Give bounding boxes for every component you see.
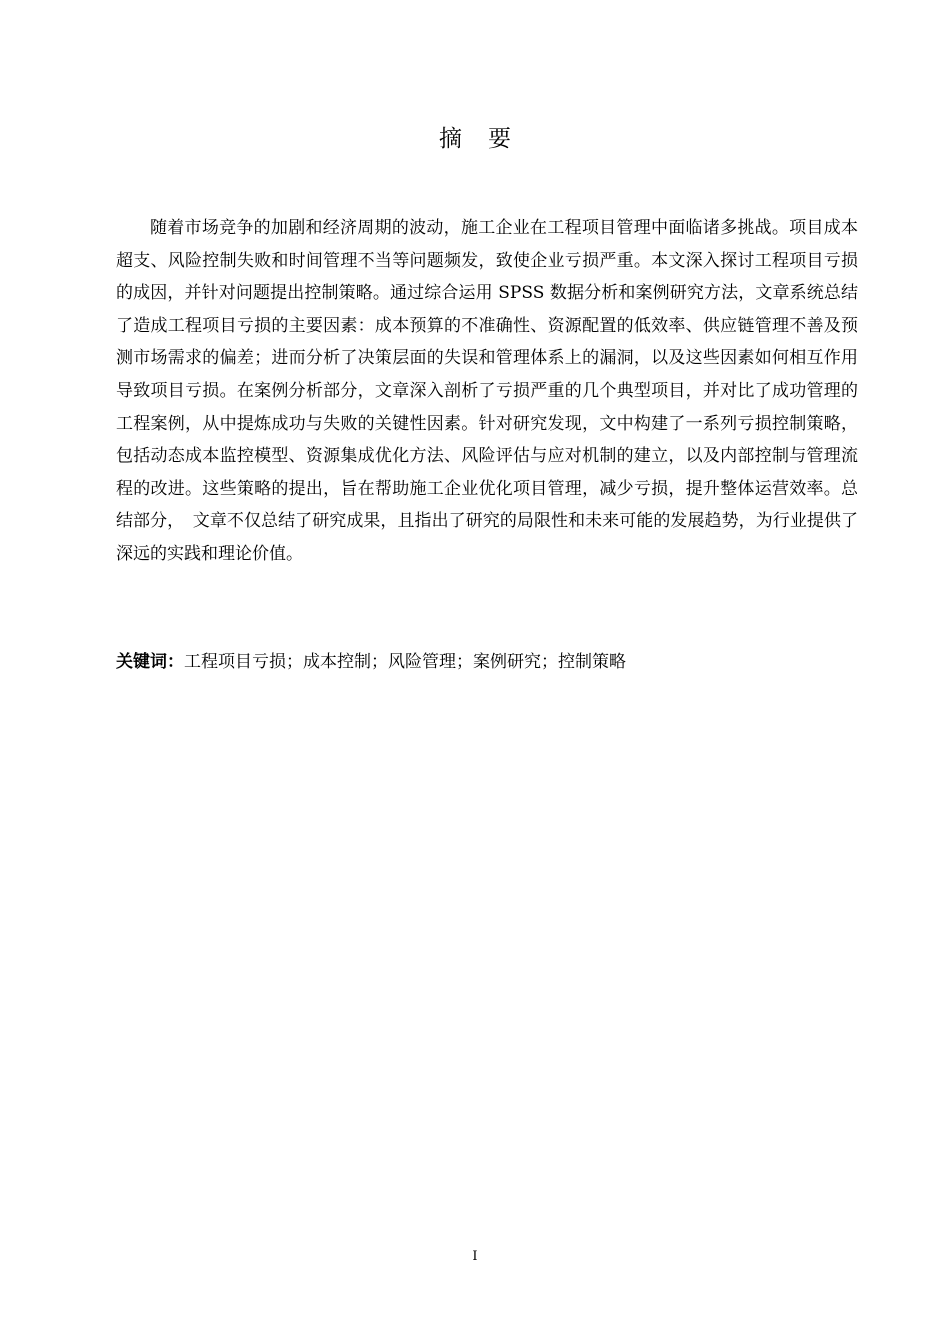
keywords-value: 工程项目亏损；成本控制；风险管理；案例研究；控制策略 xyxy=(184,652,626,672)
page-number: I xyxy=(472,1249,478,1264)
keywords-label: 关键词： xyxy=(116,652,184,672)
page-title: 摘要 xyxy=(439,126,537,152)
keywords-line xyxy=(116,648,858,676)
abstract-body: 随着市场竞争的加剧和经济周期的波动，施工企业在工程项目管理中面临诸多挑战。项目成本超支、风险控制失败和时间管理不当等问题频发，致使企业亏损严重。本文深入探讨工程项目亏损的成因，并针对问题提出控制策略。通过综合运用 SPSS 数据分析和案例研究方法，文章系统总结了造成工程项目亏损的主要因素：成本预算的不准确性、资源配置的低效率、供应链管理不善及预测市场需求的偏差；进而分析了决策层面的失误和管理体系上的漏洞，以及这些因素如何相互作用导致项目亏损。在案例分析部分，文章深入剖析了亏损严重的几个典型项目，并对比了成功管理的工程案例，从中提炼成功与失败的关键性因素。针对研究发现，文中构建了一系列亏损控制策略，包括动态成本监控模型、资源集成优化方法、风险评估与应对机制的建立，以及内部控制与管理流程的改进。这些策略的提出，旨在帮助施工企业优化项目管理，减少亏损，提升整体运营效率。总结部分， 文章不仅总结了研究成果，且指出了研究的局限性和未来可能的发展趋势，为行业提供了 深远的实践和理论价值。 xyxy=(116,218,875,564)
